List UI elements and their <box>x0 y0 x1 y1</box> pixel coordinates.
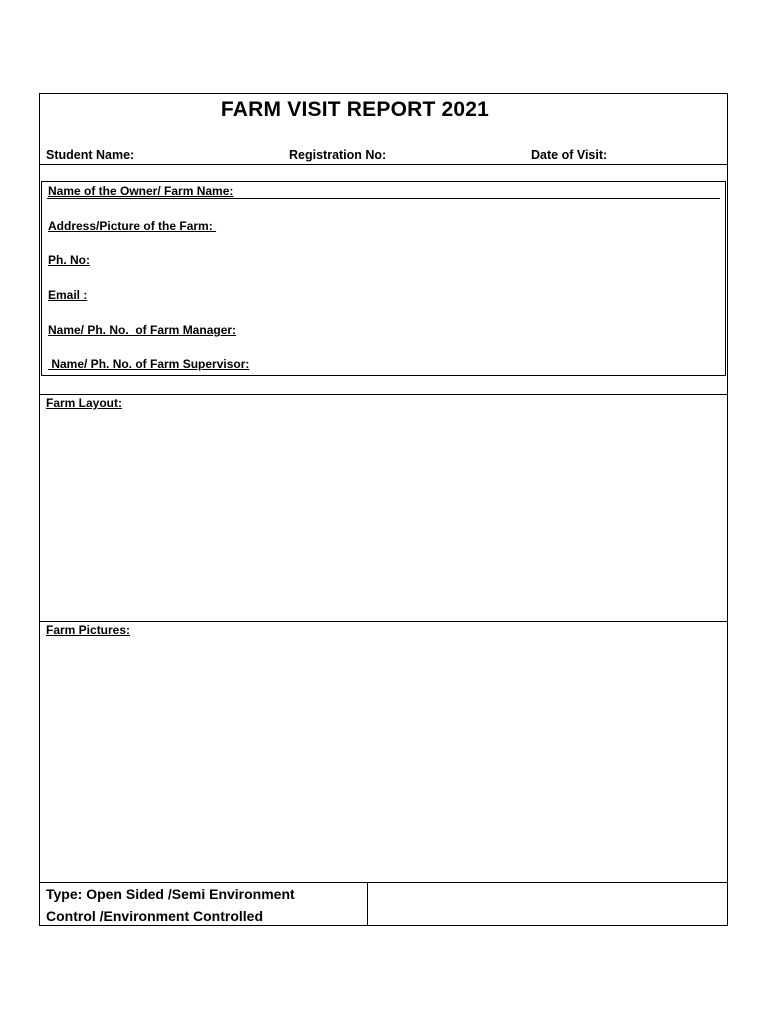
farm-manager-label: Name/ Ph. No. of Farm Manager: <box>48 323 237 337</box>
owner-details-box <box>41 181 726 376</box>
type-label-line-2: Control /Environment Controlled <box>46 908 263 924</box>
header-divider <box>40 164 727 165</box>
student-name-label: Student Name: <box>46 148 135 162</box>
layout-section-divider <box>40 394 727 395</box>
type-value-cell[interactable] <box>368 882 727 925</box>
farm-layout-label: Farm Layout: <box>46 396 123 410</box>
type-row <box>40 882 727 925</box>
date-of-visit-label: Date of Visit: <box>531 148 608 162</box>
phone-label: Ph. No: <box>48 253 90 267</box>
type-label-line-1: Type: Open Sided /Semi Environment <box>46 886 295 902</box>
farm-supervisor-label: Name/ Ph. No. of Farm Supervisor: <box>48 357 250 371</box>
type-label <box>46 883 295 927</box>
farm-visit-form <box>39 93 728 926</box>
pictures-section-divider <box>40 621 727 622</box>
farm-pictures-label: Farm Pictures: <box>46 623 131 637</box>
owner-name-rule <box>47 198 720 199</box>
report-title: FARM VISIT REPORT 2021 <box>220 98 490 121</box>
email-label: Email : <box>48 288 88 302</box>
address-label: Address/Picture of the Farm: <box>48 219 217 233</box>
registration-no-label: Registration No: <box>289 148 387 162</box>
type-label-cell <box>40 882 368 925</box>
owner-farm-name-label: Name of the Owner/ Farm Name: <box>48 184 234 198</box>
